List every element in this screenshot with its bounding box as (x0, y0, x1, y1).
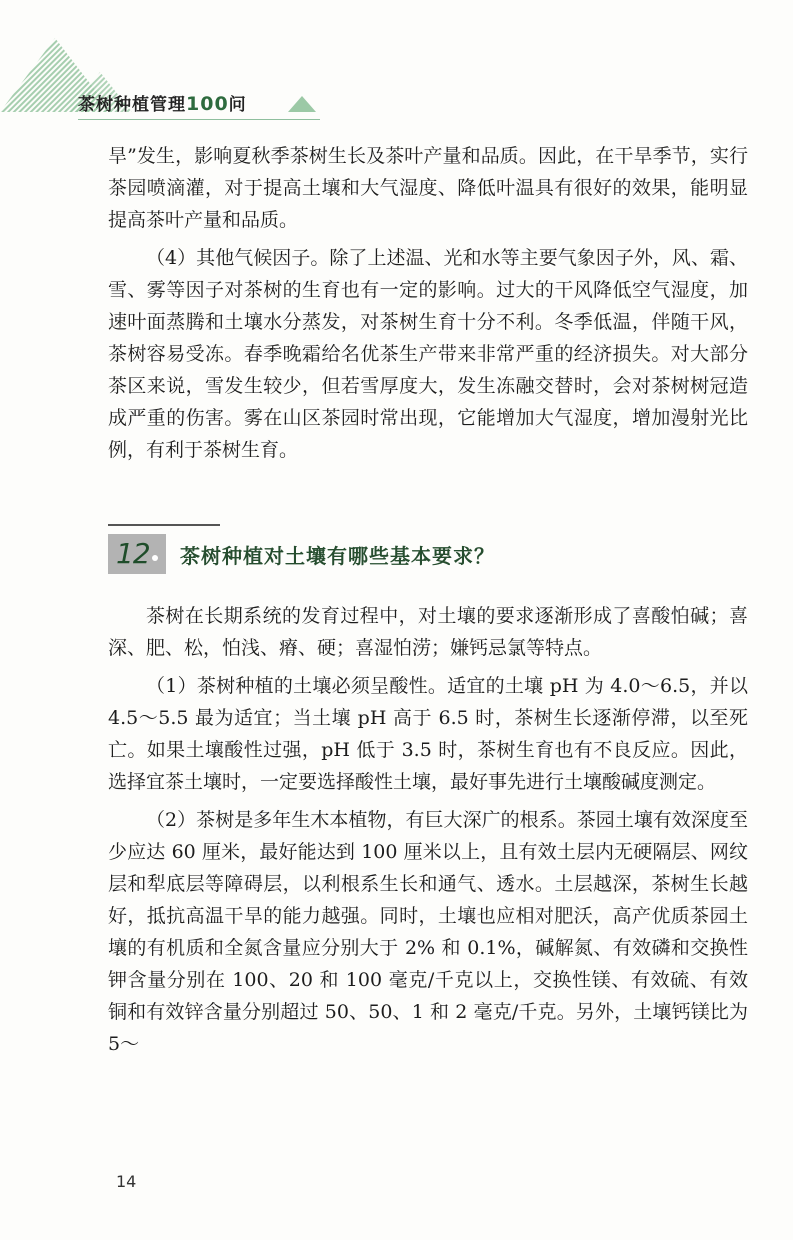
section-number-badge (108, 534, 166, 574)
section-title: 茶树种植对土壤有哪些基本要求？ (180, 544, 495, 568)
body-text (108, 600, 748, 1060)
header-rule (78, 119, 320, 120)
paragraph: 旱”发生，影响夏秋季茶树生长及茶叶产量和品质。因此，在干旱季节，实行茶园喷滴灌，对于提高土壤和大气湿度、降低叶温具有很好的效果，能明显提高茶叶产量和品质。 (108, 145, 748, 231)
section-heading (108, 524, 748, 584)
book-title-suffix: 问 (228, 95, 247, 115)
paragraph: 茶树在长期系统的发育过程中，对土壤的要求逐渐形成了喜酸怕碱；喜深、肥、松，怕浅、瘠、硬；喜湿怕涝；嫌钙忌氯等特点。 (108, 605, 748, 659)
page-number: 14 (116, 1172, 137, 1191)
paragraph: （2）茶树是多年生木本植物，有巨大深广的根系。茶园土壤有效深度至少应达 60 厘米，最好能达到 100 厘米以上，且有效土层内无硬隔层、网纹层和犁底层等障碍层，以利根系生长和通气、透水。土层越深，茶树生长越好，抵抗高温干旱的能力越强。同时，土壤也应相对肥沃，高产优质茶园土壤的有机质和全氮含量应分别大于 2% 和 0.1%，碱解氮、有效磷和交换性钾含量分别在 100、20 和 100 毫克/千克以上，交换性镁、有效硫、有效铜和有效锌含量分别超过 50、50、1 和 2 毫克/千克。另外，土壤钙镁比为 5～ (108, 809, 748, 1055)
book-title-number: 100 (186, 93, 229, 115)
paragraph: （4）其他气候因子。除了上述温、光和水等主要气象因子外，风、霜、雪、雾等因子对茶树的生育也有一定的影响。过大的干风降低空气湿度，加速叶面蒸腾和土壤水分蒸发，对茶树生育十分不利。冬季低温，伴随干风，茶树容易受冻。春季晚霜给名优茶生产带来非常严重的经济损失。对大部分茶区来说，雪发生较少，但若雪厚度大，发生冻融交替时，会对茶树树冠造成严重的伤害。雾在山区茶园时常出现，它能增加大气湿度，增加漫射光比例，有利于茶树生育。 (108, 247, 748, 461)
book-title-text: 茶树种植管理 (78, 95, 186, 115)
top-text (108, 140, 748, 466)
section-number: 12 (116, 537, 150, 570)
book-title (78, 90, 247, 115)
paragraph: （1）茶树种植的土壤必须呈酸性。适宜的土壤 pH 为 4.0～6.5，并以 4.5～5.5 最为适宜；当土壤 pH 高于 6.5 时，茶树生长逐渐停滞，以至死亡。如果土壤酸性过强，pH 低于 3.5 时，茶树生育也有不良反应。因此，选择宜茶土壤时，一定要选择酸性土壤，最好事先进行土壤酸碱度测定。 (108, 675, 748, 793)
page-header (0, 0, 793, 130)
